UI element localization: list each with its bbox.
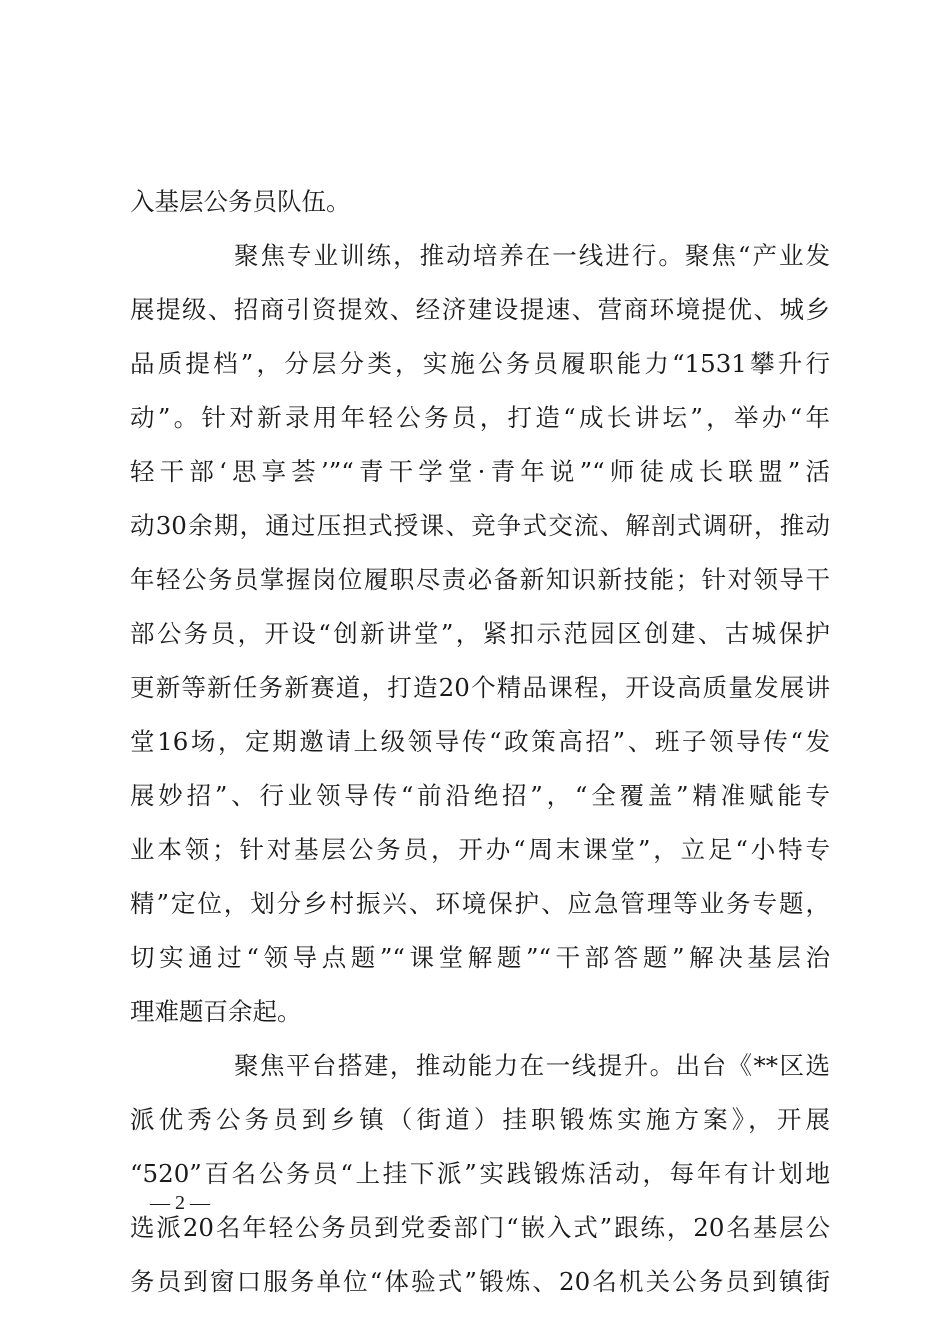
paragraph-2-line-14: 切实通过“领导点题”“课堂解题”“干部答题”解决基层治 <box>130 943 830 972</box>
paragraph-2-line-11: 展妙招”、行业领导传“前沿绝招”，“全覆盖”精准赋能专 <box>130 781 830 810</box>
paragraph-2-line-1: 聚焦专业训练，推动培养在一线进行。聚焦“产业发 <box>234 241 830 270</box>
paragraph-3-line-2: 派优秀公务员到乡镇（街道）挂职锻炼实施方案》，开展 <box>130 1105 830 1134</box>
page-number: — 2 — <box>150 1192 210 1214</box>
paragraph-2-line-9: 更新等新任务新赛道，打造20个精品课程，开设高质量发展讲 <box>130 673 830 702</box>
paragraph-2-line-8: 部公务员，开设“创新讲堂”，紧扣示范园区创建、古城保护 <box>130 619 830 648</box>
paragraph-2-line-12: 业本领；针对基层公务员，开办“周末课堂”，立足“小特专 <box>130 835 830 864</box>
paragraph-2-line-4: 动”。针对新录用年轻公务员，打造“成长讲坛”，举办“年 <box>130 403 830 432</box>
paragraph-2-line-10: 堂16场，定期邀请上级领导传“政策高招”、班子领导传“发 <box>130 727 830 756</box>
paragraph-3-line-1: 聚焦平台搭建，推动能力在一线提升。出台《**区选 <box>234 1051 830 1080</box>
paragraph-3-line-3: “520”百名公务员“上挂下派”实践锻炼活动，每年有计划地 <box>130 1159 830 1188</box>
paragraph-3-line-5: 务员到窗口服务单位“体验式”锻炼、20名机关公务员到镇街 <box>130 1267 830 1296</box>
paragraph-1-line-1: 入基层公务员队伍。 <box>130 187 351 216</box>
paragraph-2-line-6: 动30余期，通过压担式授课、竞争式交流、解剖式调研，推动 <box>130 511 830 540</box>
paragraph-2-line-2: 展提级、招商引资提效、经济建设提速、营商环境提优、城乡 <box>130 295 830 324</box>
paragraph-2-line-7: 年轻公务员掌握岗位履职尽责必备新知识新技能；针对领导干 <box>130 565 830 594</box>
paragraph-2-line-13: 精”定位，划分乡村振兴、环境保护、应急管理等业务专题， <box>130 889 830 918</box>
paragraph-3-line-4: 选派20名年轻公务员到党委部门“嵌入式”跟练，20名基层公 <box>130 1213 830 1242</box>
paragraph-2-line-3: 品质提档”，分层分类，实施公务员履职能力“1531攀升行 <box>130 349 830 378</box>
paragraph-2-line-5: 轻干部‘思享荟’”“青干学堂·青年说”“师徒成长联盟”活 <box>130 457 830 486</box>
document-body <box>130 175 830 1309</box>
paragraph-2-line-15: 理难题百余起。 <box>130 997 302 1026</box>
